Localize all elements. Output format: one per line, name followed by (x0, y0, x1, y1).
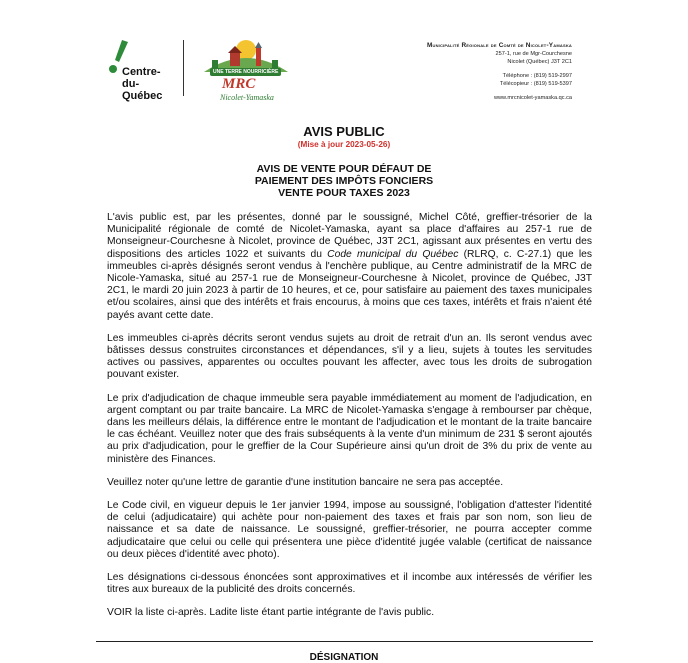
notice-subtitle: AVIS DE VENTE POUR DÉFAUT DE PAIEMENT DES IMPÔTS FONCIERS VENTE POUR TAXES 2023 (254, 163, 434, 199)
logo-banner: UNE TERRE NOURRICIÈRE (210, 68, 281, 76)
paragraph-voir-liste: VOIR la liste ci-après. Ladite liste étant partie intégrante de l'avis public. (107, 607, 435, 619)
code-municipal-reference: Code municipal du Québec (327, 248, 459, 260)
logo-mrc-subtitle: Nicolet-Yamaska (220, 93, 274, 102)
centre-du-quebec-text: Centre- du- Québec (122, 66, 163, 102)
paragraph-designations: Les désignations ci-dessous énoncées sont approximatives et il incombe aux intéressés de vérifier les titres aux bureaux de la publicité des droits concernés. (107, 572, 592, 596)
phone-number: Téléphone : (819) 519-2997 (502, 73, 572, 79)
header-divider (183, 40, 184, 96)
designation-heading: DÉSIGNATION (309, 652, 379, 663)
address-line-2: Nicolet (Québec) J3T 2C1 (507, 59, 572, 65)
update-note: (Mise à jour 2023-05-26) (297, 140, 391, 149)
logo-mrc-name: MRC (222, 76, 256, 92)
address-line-1: 257-1, rue de Mgr-Courchesne (495, 51, 572, 57)
paragraph-adjudication: Le prix d'adjudication de chaque immeuble sera payable immédiatement au moment de l'adjudication, en argent comptant ou par traite bancaire. La MRC de Nicolet-Yamaska s'engage à rembourser par chèque, dans les meilleurs délais, la différence entre le montant de l'adjudication et le montant de la traite bancaire le cas échéant. Veuillez noter que des frais subséquents à la vente d'un minimum de 231 $ seront ajoutés au prix d'adjudication, pour le greffier de la Cour Supérieure ainsi qu'un droit de 3% du prix de vente au ministère des Finances. (107, 392, 592, 465)
paragraph-code-civil: Le Code civil, en vigueur depuis le 1er janvier 1994, impose au soussigné, l'obligation d'attester l'identité de celui (adjudicataire) qui achète pour non-paiement des taxes et frais par son nom, son lieu de naissance et sa date de naissance. Le soussigné, greffier-trésorier, ne pourra accepter comme adjudicataire que celui ou celle qui présentera une pièce d'identité jugée valable (certificat de naissance ou deux pièces d'identité avec photo). (107, 500, 592, 560)
organization-address (427, 42, 572, 102)
paragraph-garantie: Veuillez noter qu'une lettre de garantie d'une institution bancaire ne sera pas acceptée. (107, 476, 504, 488)
section-divider (96, 641, 593, 642)
website: www.mrcnicolet-yamaska.qc.ca (493, 95, 572, 101)
notice-title: AVIS PUBLIC (303, 124, 385, 139)
organization-name: Municipalité Régionale de Comté de Nicolet-Yamaska (426, 42, 572, 49)
paragraph-intro: L'avis public est, par les présentes, donné par le soussigné, Michel Côté, greffier-trésorier de la Municipalité régionale de comté de Nicolet-Yamaska, ayant sa place d'affaires au 257-1 rue de Monseigneur-Courchesne à Nicolet, province de Québec, J3T 2C1, agissant aux présentes en vertu des dispositions des articles 1022 et suivants du Code municipal du Québec (RLRQ, c. C-27.1) que les immeubles ci-après désignés seront vendus à l'enchère publique, au Centre administratif de la MRC de Nicole-Yamaska, situé au 257-1 rue de Monseigneur-Courchesne à Nicolet, province de Québec, J3T 2C1, le mardi 20 juin 2023 à partir de 10 heures, et ce, pour satisfaire au paiement des taxes municipales et/ou scolaires, ainsi que des intérêts et frais encourus, à moins que ces taxes, intérêts et frais n'aient été payés avant cette date. (107, 212, 592, 321)
fax-number: Télécopieur : (819) 519-5397 (499, 81, 572, 87)
mrc-nicolet-yamaska-logo (200, 38, 292, 112)
notice-body (107, 212, 592, 631)
paragraph-retrait: Les immeubles ci-après décrits seront vendus sujets au droit de retrait d'un an. Ils seront vendus avec bâtisses dessus construites circonstances et dépendances, s'il y a lieu, sujets à toutes les servitudes actives ou passives, apparentes ou occultes pouvant les affecter, avec tous les droits de subrogation pouvant exister. (107, 332, 592, 381)
centre-du-quebec-logo (104, 38, 174, 108)
